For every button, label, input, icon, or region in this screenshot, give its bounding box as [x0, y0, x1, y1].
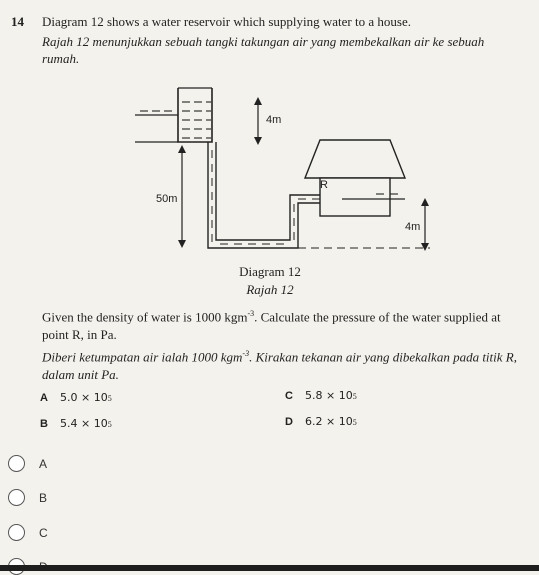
given-text-english: Given the density of water is 1000 kgm$^{-3}$. Calculate the pressure of the water supplied at point R, in Pa. [42, 309, 501, 343]
option-a: A 5.0 × 10 5 [40, 391, 112, 404]
reservoir-tank [178, 88, 212, 142]
radio-button[interactable] [8, 489, 25, 506]
question-text-malay: Rajah 12 menunjukkan sebuah tangki takungan air yang membekalkan air ke sebuah rumah. [42, 34, 485, 66]
radio-button[interactable] [8, 524, 25, 541]
answer-choice-b[interactable]: B [8, 489, 47, 506]
question-text-english: Diagram 12 shows a water reservoir which supplying water to a house. [42, 14, 411, 29]
option-c: C 5.8 × 10 5 [285, 389, 357, 402]
diagram-caption-english: Diagram 12 [239, 264, 301, 279]
house-height-label: 4m [405, 221, 421, 233]
point-r-label: R [320, 179, 328, 191]
tank-height-label: 4m [266, 114, 282, 126]
house-roof [305, 140, 405, 178]
diagram-caption-malay: Rajah 12 [246, 282, 294, 297]
bottom-bar [0, 565, 539, 571]
answer-choice-c[interactable]: C [8, 524, 48, 541]
house-wall [320, 178, 390, 216]
pipe-height-label: 50m [156, 193, 178, 205]
reservoir-diagram [120, 80, 430, 265]
given-text-malay: Diberi ketumpatan air ialah 1000 kgm$^{-3}$. Kirakan tekanan air yang dibekalkan pada titik R, dalam unit Pa. [42, 349, 517, 383]
tank-water [140, 102, 211, 138]
question-number: 14 [11, 14, 24, 29]
pipe-water [212, 150, 320, 244]
radio-button[interactable] [8, 455, 25, 472]
option-b: B 5.4 × 10 5 [40, 417, 112, 430]
option-d: D 6.2 × 10 5 [285, 415, 357, 428]
answer-choice-a[interactable]: A [8, 455, 47, 472]
